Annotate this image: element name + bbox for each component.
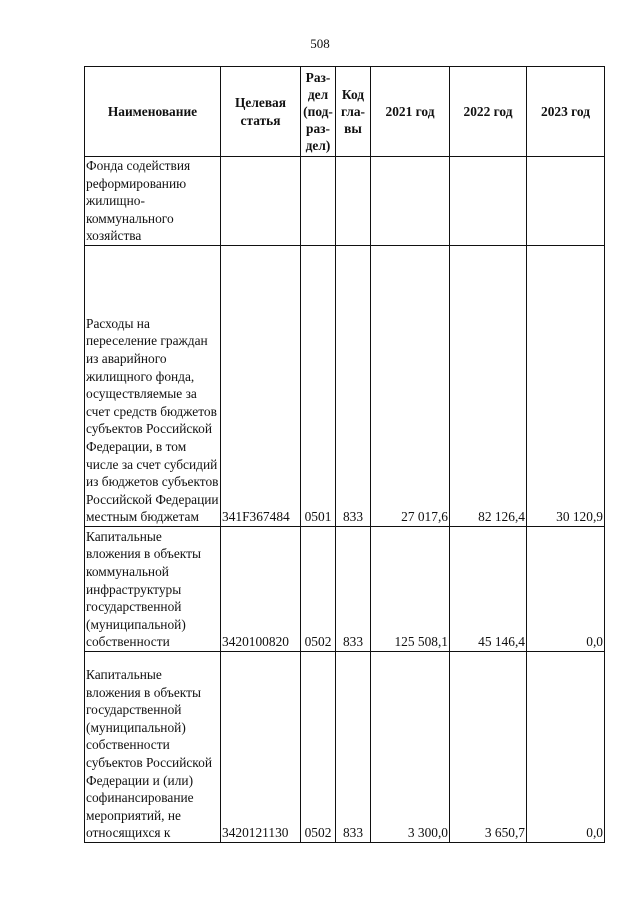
header-target-article: Целевая статья — [221, 67, 301, 157]
budget-table — [84, 66, 605, 843]
row-2021 — [371, 157, 450, 246]
header-chapter-code: Код гла-вы — [336, 67, 371, 157]
row-section: 0502 — [301, 526, 336, 651]
row-name: Капитальные вложения в объекты коммунальной инфраструктуры государственной (муниципальной) собственности — [85, 526, 221, 651]
row-2022: 82 126,4 — [450, 245, 527, 526]
row-section: 0501 — [301, 245, 336, 526]
header-section: Раз-дел (под-раз-дел) — [301, 67, 336, 157]
row-2022: 3 650,7 — [450, 651, 527, 842]
table-row — [85, 526, 605, 651]
row-chapter: 833 — [336, 651, 371, 842]
row-2021: 27 017,6 — [371, 245, 450, 526]
row-2023: 30 120,9 — [527, 245, 605, 526]
page-number: 508 — [310, 36, 330, 51]
row-name: Расходы на переселение граждан из аварийного жилищного фонда, осуществляемые за счет средств бюджетов субъектов Российской Федерации, в том числе за счет субсидий из бюджетов субъектов Российской Федерации местным бюджетам — [85, 245, 221, 526]
row-2023 — [527, 157, 605, 246]
row-name: Фонда содействия реформированию жилищно-коммунального хозяйства — [85, 157, 221, 246]
row-section — [301, 157, 336, 246]
row-name: Капитальные вложения в объекты государственной (муниципальной) собственности субъектов Российской Федерации и (или) софинансирование мероприятий, не относящихся к — [85, 651, 221, 842]
row-target — [221, 157, 301, 246]
row-chapter: 833 — [336, 526, 371, 651]
row-2022: 45 146,4 — [450, 526, 527, 651]
row-2022 — [450, 157, 527, 246]
row-2021: 3 300,0 — [371, 651, 450, 842]
row-target: 341F367484 — [221, 245, 301, 526]
row-target: 3420121130 — [221, 651, 301, 842]
row-2023: 0,0 — [527, 526, 605, 651]
row-2023: 0,0 — [527, 651, 605, 842]
row-chapter: 833 — [336, 245, 371, 526]
table-row — [85, 651, 605, 842]
row-target: 3420100820 — [221, 526, 301, 651]
header-2023: 2023 год — [527, 67, 605, 157]
header-2022: 2022 год — [450, 67, 527, 157]
table-row — [85, 245, 605, 526]
row-2021: 125 508,1 — [371, 526, 450, 651]
header-name: Наименование — [85, 67, 221, 157]
row-section: 0502 — [301, 651, 336, 842]
table-header-row — [85, 67, 605, 157]
header-2021: 2021 год — [371, 67, 450, 157]
row-chapter — [336, 157, 371, 246]
table-row — [85, 157, 605, 246]
